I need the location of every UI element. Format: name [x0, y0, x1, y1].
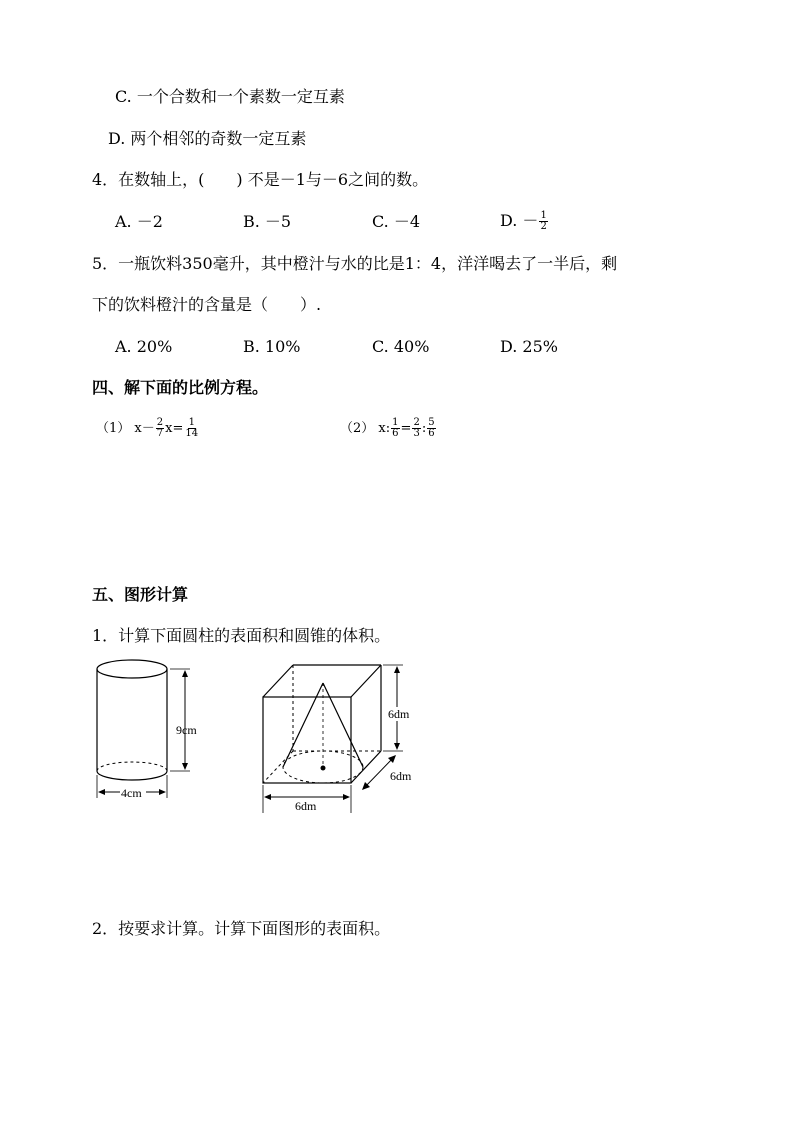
q5-option-c: C. 40%: [372, 337, 430, 356]
fraction-numerator: 2: [413, 417, 420, 428]
q4-stem: 4．在数轴上，( ) 不是－1与－6之间的数。: [92, 170, 429, 189]
cube-depth-label: 6dm: [390, 769, 412, 783]
cylinder-bottom-back: [97, 762, 167, 771]
q4-option-d: [500, 211, 549, 232]
cylinder-figure: [90, 655, 210, 805]
cone-right-slant: [323, 683, 363, 767]
cube-height-label: 6dm: [388, 707, 410, 721]
q3-option-d: D. 两个相邻的奇数一定互素: [108, 129, 307, 148]
cube-width-label: 6dm: [295, 799, 317, 813]
q3-option-c: C. 一个合数和一个素数一定互素: [115, 87, 345, 106]
cylinder-top: [97, 660, 167, 678]
q5-stem-line2: 下的饮料橙汁的含量是（ ）.: [92, 295, 322, 314]
cylinder-bottom-front: [97, 771, 167, 780]
fraction-numerator: 1: [188, 417, 195, 428]
equation-2-label: （2）: [340, 421, 375, 436]
fraction-numerator: 5: [428, 417, 435, 428]
section5-title: 五、图形计算: [92, 585, 189, 604]
cone-left-slant: [283, 683, 323, 767]
eq-op: :: [385, 421, 391, 436]
q5-option-d: D. 25%: [500, 337, 558, 356]
cube-front-face: [263, 697, 351, 783]
eq-var: x: [378, 421, 386, 436]
equation-1-label: （1）: [96, 421, 131, 436]
eq1-fraction-2: [184, 418, 199, 439]
fraction-denominator: 14: [185, 428, 199, 439]
section5-q1: 1．计算下面圆柱的表面积和圆锥的体积。: [92, 626, 391, 645]
eq-op: －: [141, 421, 155, 436]
cone-in-cube-figure: [255, 655, 425, 815]
eq-op: =: [400, 421, 412, 436]
q4-option-a: A. －2: [115, 212, 163, 231]
fraction-denominator: 6: [392, 428, 399, 439]
eq-var: x: [165, 421, 173, 436]
cone-center-dot: [321, 766, 326, 771]
section5-q2: 2．按要求计算。计算下面图形的表面积。: [92, 919, 391, 938]
eq1-fraction-1: [156, 418, 164, 439]
q5-option-a: A. 20%: [115, 337, 173, 356]
eq2-fraction-2: [412, 418, 420, 439]
fraction-denominator: 6: [428, 428, 435, 439]
section4-title: 四、解下面的比例方程。: [92, 378, 269, 397]
eq2-fraction-1: [391, 418, 399, 439]
fraction-numerator: 2: [156, 417, 164, 428]
q4-option-c: C. －4: [372, 212, 421, 231]
eq-var: x: [134, 421, 142, 436]
eq-op: :: [421, 421, 427, 436]
fraction-numerator: 1: [540, 210, 547, 221]
q5-option-b: B. 10%: [243, 337, 301, 356]
cylinder-height-label: 9cm: [176, 723, 197, 737]
eq2-fraction-3: [427, 418, 435, 439]
equation-2: [340, 418, 437, 439]
q4-option-d-fraction: [539, 211, 547, 232]
q4-option-b: B. －5: [243, 212, 292, 231]
equation-1: [96, 418, 200, 439]
q4-option-d-prefix: D. －: [500, 211, 539, 230]
eq-op: =: [172, 421, 184, 436]
cylinder-diameter-label: 4cm: [121, 786, 142, 800]
fraction-numerator: 1: [392, 417, 399, 428]
fraction-denominator: 3: [413, 428, 420, 439]
fraction-denominator: 7: [156, 428, 164, 439]
fraction-denominator: 2: [540, 221, 547, 232]
q5-stem-line1: 5．一瓶饮料350毫升，其中橙汁与水的比是1：4，洋洋喝去了一半后，剩: [92, 254, 618, 273]
